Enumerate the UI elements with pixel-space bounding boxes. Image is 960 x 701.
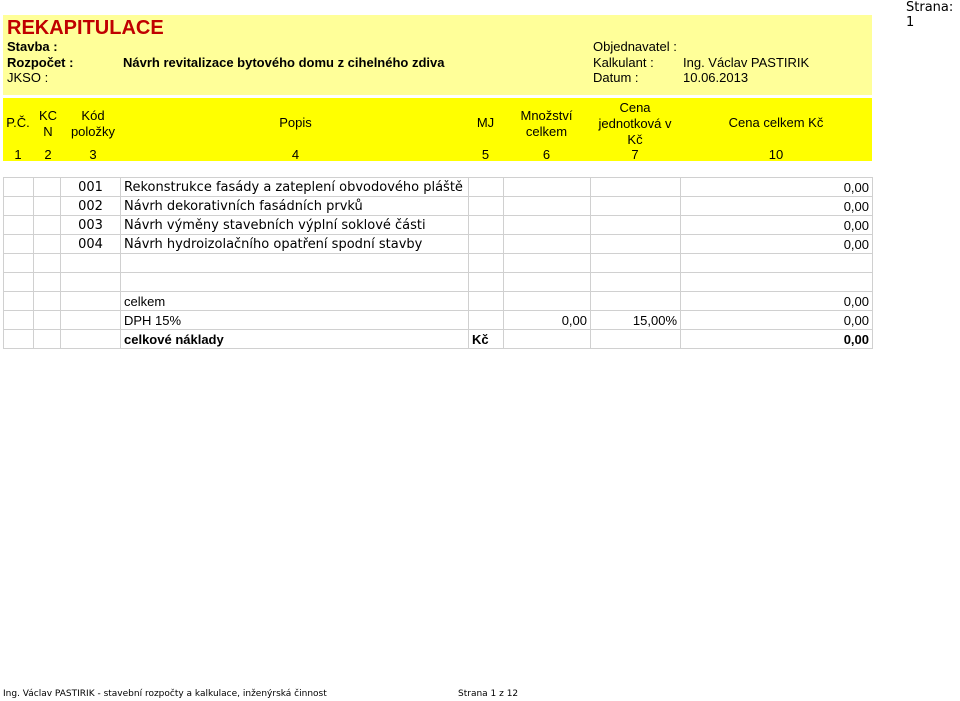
summary-row-celkem [4, 292, 873, 311]
objednavatel-label: Objednavatel : [593, 39, 677, 54]
naklady-label: celkové náklady [121, 330, 469, 349]
footer-author: Ing. Václav PASTIRIK - stavební rozpočty a kalkulace, inženýrská činnost [3, 689, 327, 699]
table-row [4, 197, 873, 216]
jkso-label: JKSO : [7, 70, 49, 85]
header-number: 3 [89, 147, 97, 162]
summary-row-dph [4, 311, 873, 330]
rozpocet-label: Rozpočet : [7, 55, 74, 70]
item-description: Rekonstrukce fasády a zateplení obvodového pláště [121, 178, 469, 197]
item-code: 004 [61, 235, 121, 254]
naklady-unit: Kč [469, 330, 504, 349]
summary-row-naklady [4, 330, 873, 349]
item-description: Návrh dekorativních fasádních prvků [121, 197, 469, 216]
datum-value: 10.06.2013 [683, 70, 749, 85]
column-header [3, 98, 872, 161]
item-code: 003 [61, 216, 121, 235]
item-total: 0,00 [681, 235, 873, 254]
header-number: 6 [542, 147, 551, 162]
header-mnozstvi-line1: Množství [520, 108, 573, 123]
table-row [4, 235, 873, 254]
item-code: 002 [61, 197, 121, 216]
header-number: 7 [631, 147, 639, 162]
dph-rate: 15,00% [591, 311, 681, 330]
header-number: 4 [291, 147, 300, 162]
table-row [4, 216, 873, 235]
header-kc-line2: N [43, 124, 53, 139]
item-total: 0,00 [681, 178, 873, 197]
table-row [4, 273, 873, 292]
kalkulant-label: Kalkulant : [593, 55, 654, 70]
dph-label: DPH 15% [121, 311, 469, 330]
page-number: Strana: 1 [906, 0, 954, 30]
kalkulant-value: Ing. Václav PASTIRIK [683, 55, 810, 70]
dph-base: 0,00 [504, 311, 591, 330]
item-total: 0,00 [681, 197, 873, 216]
stavba-label: Stavba : [7, 39, 58, 54]
table-row [4, 254, 873, 273]
dph-total: 0,00 [681, 311, 873, 330]
header-number: 10 [768, 147, 784, 162]
header-mnozstvi-line2: celkem [525, 124, 568, 139]
celkem-label: celkem [121, 292, 469, 311]
header-cena-line1: Cena [619, 100, 651, 115]
header-popis: Popis [279, 115, 312, 130]
footer-page-count: Strana 1 z 12 [458, 689, 519, 699]
header-mj: MJ [476, 115, 495, 130]
datum-label: Datum : [593, 70, 639, 85]
item-code: 001 [61, 178, 121, 197]
celkem-total: 0,00 [681, 292, 873, 311]
table-row [4, 178, 873, 197]
header-number: 5 [481, 147, 490, 162]
naklady-total: 0,00 [681, 330, 873, 349]
header-kod-line1: Kód [81, 108, 105, 123]
header-pc: P.Č. [6, 115, 30, 130]
rozpocet-value: Návrh revitalizace bytového domu z cihelného zdiva [123, 55, 445, 70]
header-cena-line2: jednotková v [598, 116, 672, 131]
item-description: Návrh hydroizolačního opatření spodní stavby [121, 235, 469, 254]
item-total: 0,00 [681, 216, 873, 235]
header-cena-celkem: Cena celkem Kč [728, 115, 824, 130]
header-cena-line3: Kč [627, 132, 643, 147]
header-number: 1 [14, 147, 22, 162]
recap-table [3, 177, 873, 349]
item-description: Návrh výměny stavebních výplní soklové části [121, 216, 469, 235]
page-title: REKAPITULACE [7, 17, 164, 39]
header-number: 2 [44, 147, 52, 162]
header-kod-line2: položky [70, 124, 116, 139]
header-kc-line1: KC [38, 108, 58, 123]
